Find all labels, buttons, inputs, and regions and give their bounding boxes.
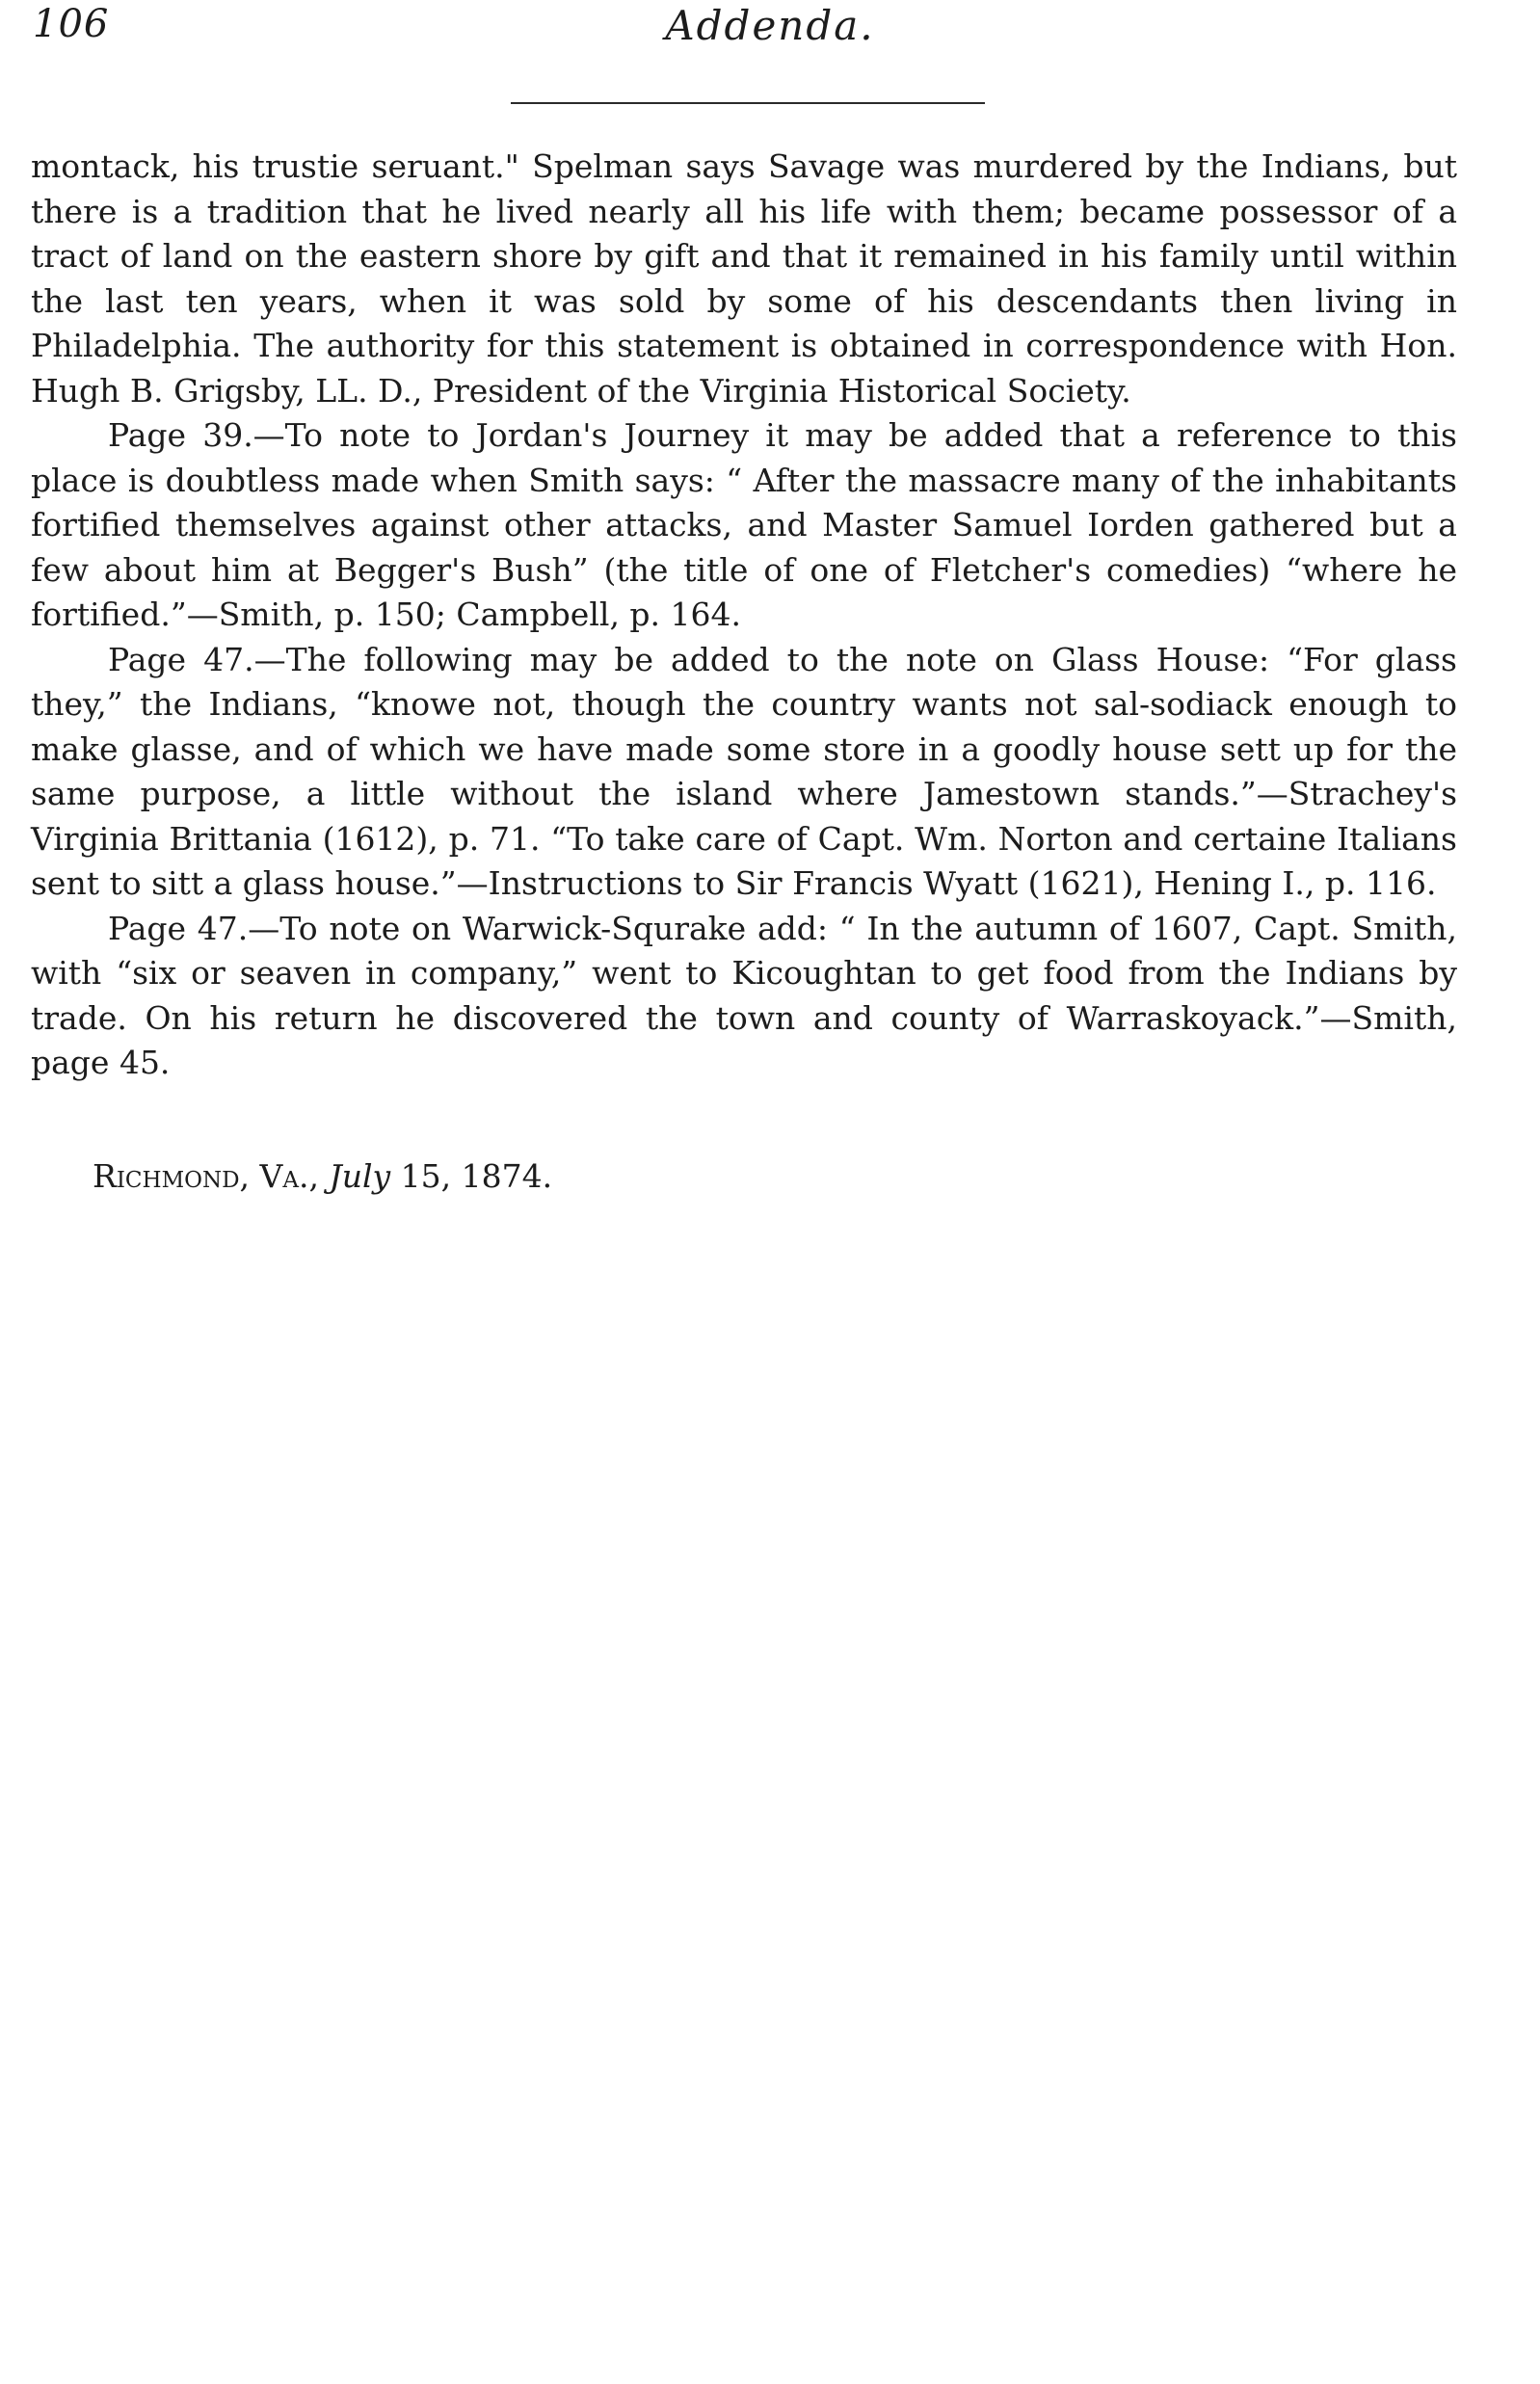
paragraph-page-47-warwick-squrake: Page 47.—To note on Warwick-Squrake add: “ In the autumn of 1607, Capt. Smith, with “six or seaven in company,” went to Kicoughtan to get food from the Indians by trade. On his return he discovered the town and county of Warraskoyack.”—Smith, page 45. bbox=[31, 909, 1457, 1081]
paragraph-savage-continuation: montack, his trustie seruant." Spelman says Savage was murdered by the Indians, but there is a tradition that he lived nearly all his life with them; became possessor of a tract of land on the eastern shore by gift and that it remained in his family until within the last ten years, when it was sold by some of his descendants then living in Philadelphia. The authority for this statement is obtained in correspondence with Hon. Hugh B. Grigsby, LL. D., President of the Virginia Historical Society. bbox=[31, 147, 1457, 410]
paragraph-page-39-jordans-journey: Page 39.—To note to Jordan's Journey it may be added that a reference to this place is doubtless made when Smith says: “ After the massacre many of the inhabitants fortified themselves against other attacks, and Master Samuel Iorden gathered but a few about him at Begger's Bush” (the title of one of Fletcher's comedies) “where he fortified.”—Smith, p. 150; Campbell, p. 164. bbox=[31, 416, 1457, 633]
header-rule bbox=[511, 102, 985, 104]
running-title: Addenda. bbox=[665, 2, 875, 49]
dateline-date: 15, 1874. bbox=[400, 1157, 553, 1195]
dateline bbox=[93, 1154, 552, 1199]
dateline-month: July bbox=[329, 1157, 391, 1195]
body-text bbox=[31, 145, 1457, 1086]
paragraph-page-47-glass-house: Page 47.—The following may be added to the note on Glass House: “For glass they,” the Indians, “knowe not, though the country wants not sal-sodiack enough to make glasse, and of which we have made some store in a goodly house sett up for the same purpose, a little without the island where Jamestown stands.”—Strachey's Virginia Brittania (1612), p. 71. “To take care of Capt. Wm. Norton and certaine Italians sent to sitt a glass house.”—Instructions to Sir Francis Wyatt (1621), Hening I., p. 116. bbox=[31, 640, 1457, 902]
page-number: 106 bbox=[33, 2, 110, 46]
dateline-place: Richmond, Va., bbox=[93, 1157, 319, 1195]
